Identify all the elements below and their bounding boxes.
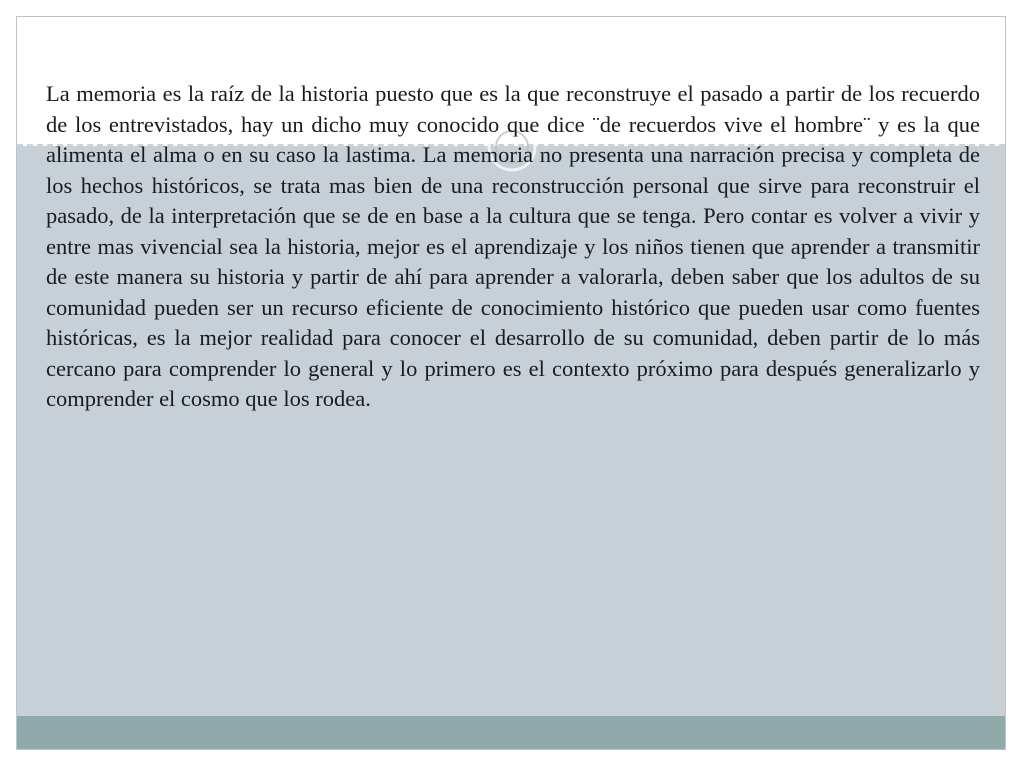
slide-footer-band: [17, 716, 1005, 750]
slide-body-text: La memoria es la raíz de la historia puesto que es la que reconstruye el pasado a partir de los recuerdo de los entrevistados, hay un dicho muy conocido que dice ¨de recuerdos vive el hombre¨ y es la que alimenta el alma o en su caso la lastima. La memoria no presenta una narración precisa y completa de los hechos históricos, se trata mas bien de una reconstrucción personal que sirve para reconstruir el pasado, de la interpretación que se de en base a la cultura que se tenga. Pero contar es volver a vivir y entre mas vivencial sea la historia, mejor es el aprendizaje y los niños tienen que aprender a transmitir de este manera su historia y partir de ahí para aprender a valorarla, deben saber que los adultos de su comunidad pueden ser un recurso eficiente de conocimiento histórico que pueden usar como fuentes históricas, es la mejor realidad para conocer el desarrollo de su comunidad, deben partir de lo más cercano para comprender lo general y lo primero es el contexto próximo para después generalizarlo y comprender el cosmo que los rodea.: [46, 81, 980, 411]
slide: [16, 16, 1006, 750]
